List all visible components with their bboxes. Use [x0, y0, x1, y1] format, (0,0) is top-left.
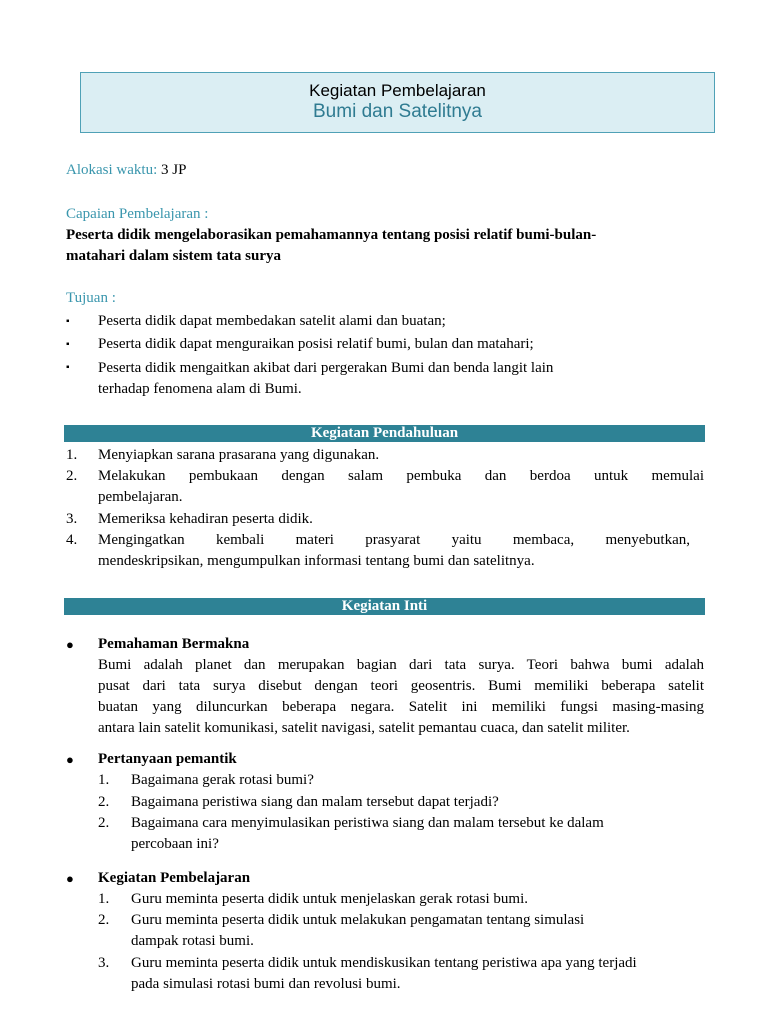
alokasi-value: 3 JP	[161, 162, 187, 178]
pendahuluan-line: Memeriksa kehadiran peserta didik.	[98, 511, 313, 527]
pendahuluan-line: Mengingatkan kembali materi prasyarat yaitu membaca, menyebutkan,	[98, 532, 690, 548]
alokasi-line	[66, 160, 186, 181]
pendahuluan-line: mendeskripsikan, mengumpulkan informasi tentang bumi dan satelitnya.	[98, 553, 535, 569]
kegiatan-line: Guru meminta peserta didik untuk melakukan pengamatan tentang simulasi	[131, 912, 585, 928]
tujuan-item: Peserta didik dapat menguraikan posisi relatif bumi, bulan dan matahari;	[98, 336, 534, 352]
list-number: 1.	[98, 772, 110, 788]
title-box	[80, 72, 715, 133]
pertanyaan-line: Bagaimana cara menyimulasikan peristiwa siang dan malam tersebut ke dalam	[131, 815, 604, 831]
pendahuluan-line: Menyiapkan sarana prasarana yang digunakan.	[98, 447, 380, 463]
list-number: 1.	[66, 447, 78, 463]
tujuan-item: Peserta didik dapat membedakan satelit alami dan buatan;	[98, 313, 446, 329]
pertanyaan-line: Bagaimana gerak rotasi bumi?	[131, 772, 314, 788]
list-number: 2.	[98, 912, 110, 928]
pemahaman-line: antara lain satelit komunikasi, satelit navigasi, satelit pemantau cuaca, dan satelit militer.	[98, 720, 630, 736]
tujuan-item-cont: terhadap fenomena alam di Bumi.	[98, 381, 302, 397]
section-banner-pendahuluan: Kegiatan Pendahuluan	[64, 425, 705, 442]
list-number: 1.	[98, 891, 110, 907]
pemahaman-line: buatan yang diluncurkan beberapa negara. Satelit ini memiliki fungsi masing-masing	[98, 699, 704, 715]
tujuan-label: Tujuan :	[66, 290, 116, 306]
round-bullet-icon: ●	[66, 752, 74, 767]
list-number: 3.	[66, 511, 78, 527]
kegiatan-line: dampak rotasi bumi.	[131, 933, 254, 949]
pendahuluan-line: pembelajaran.	[98, 489, 183, 505]
kegiatan-line: pada simulasi rotasi bumi dan revolusi bumi.	[131, 976, 401, 992]
doc-subtitle: Bumi dan Satelitnya	[313, 101, 482, 122]
doc-title: Kegiatan Pembelajaran	[309, 81, 486, 100]
alokasi-label: Alokasi waktu:	[66, 162, 158, 178]
pendahuluan-line: Melakukan pembukaan dengan salam pembuka dan berdoa untuk memulai	[98, 468, 704, 484]
pemahaman-line: Bumi adalah planet dan merupakan bagian dari tata surya. Teori bahwa bumi adalah	[98, 657, 704, 673]
list-number: 3.	[98, 955, 110, 971]
square-bullet-icon: ▪	[66, 316, 70, 327]
capaian-line-2: matahari dalam sistem tata surya	[66, 248, 281, 264]
kegiatan-heading: Kegiatan Pembelajaran	[98, 870, 251, 886]
list-number: 4.	[66, 532, 78, 548]
pertanyaan-line: percobaan ini?	[131, 836, 219, 852]
capaian-line-1: Peserta didik mengelaborasikan pemahamannya tentang posisi relatif bumi-bulan-	[66, 227, 597, 243]
pemahaman-line: pusat dari tata surya disebut dengan teori geosentris. Bumi memiliki beberapa satelit	[98, 678, 704, 694]
tujuan-item: Peserta didik mengaitkan akibat dari pergerakan Bumi dan benda langit lain	[98, 360, 554, 376]
section-banner-inti: Kegiatan Inti	[64, 598, 705, 615]
kegiatan-line: Guru meminta peserta didik untuk menjelaskan gerak rotasi bumi.	[131, 891, 528, 907]
round-bullet-icon: ●	[66, 871, 74, 886]
list-number: 2.	[66, 468, 78, 484]
pemahaman-heading: Pemahaman Bermakna	[98, 636, 250, 652]
square-bullet-icon: ▪	[66, 362, 70, 373]
round-bullet-icon: ●	[66, 637, 74, 652]
kegiatan-line: Guru meminta peserta didik untuk mendiskusikan tentang peristiwa apa yang terjadi	[131, 955, 637, 971]
capaian-label: Capaian Pembelajaran :	[66, 206, 209, 222]
pertanyaan-line: Bagaimana peristiwa siang dan malam tersebut dapat terjadi?	[131, 794, 499, 810]
square-bullet-icon: ▪	[66, 339, 70, 350]
pertanyaan-heading: Pertanyaan pemantik	[98, 751, 237, 767]
list-number: 2.	[98, 794, 110, 810]
list-number: 2.	[98, 815, 110, 831]
